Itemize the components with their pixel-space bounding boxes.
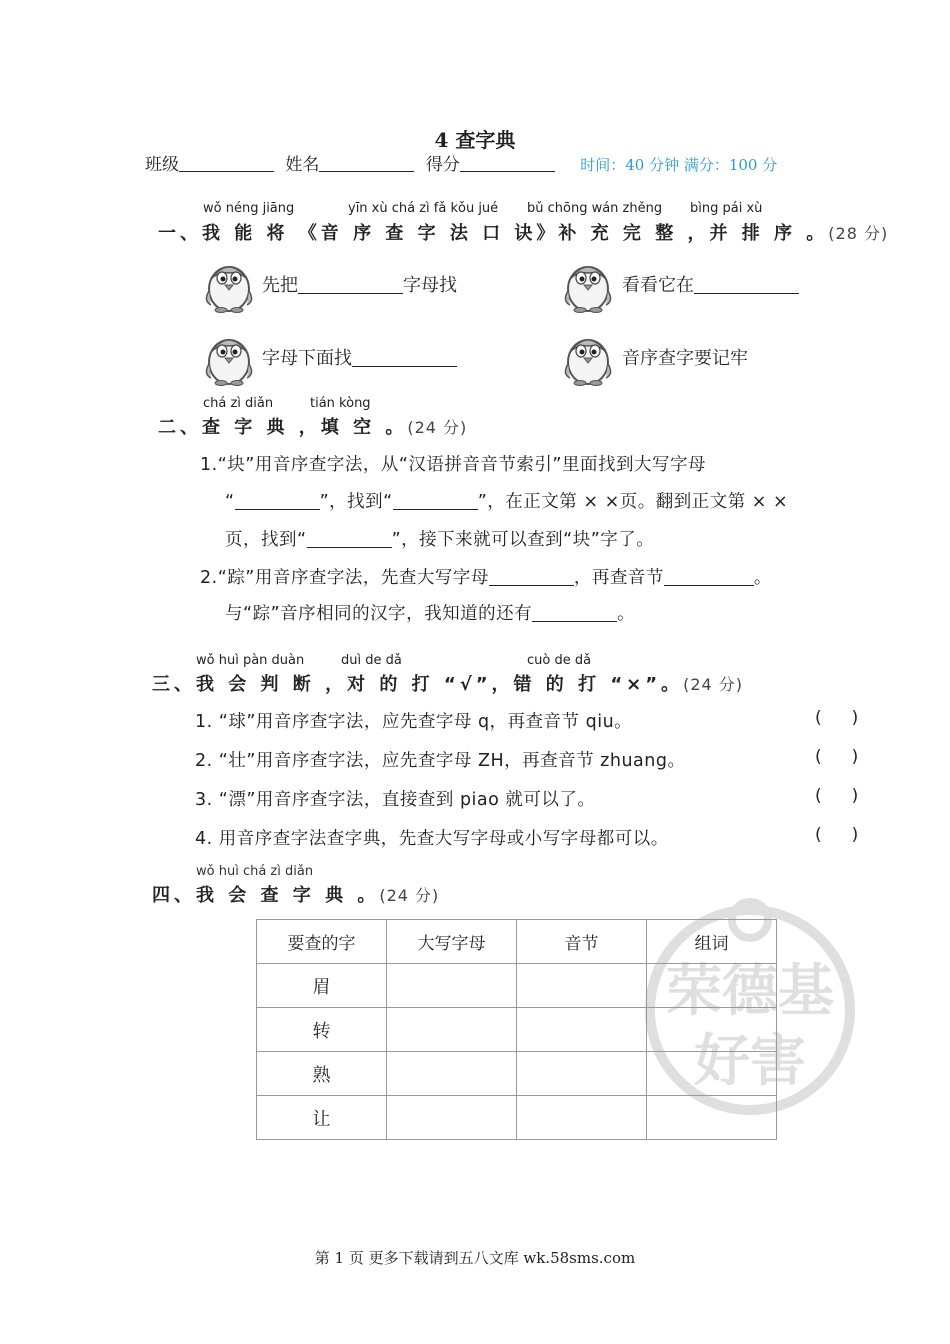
q2-1-text-c: ”，在正文第 × ×页。翻到正文第 × × xyxy=(477,492,789,512)
page-title: 4 查字典 xyxy=(434,128,516,152)
verse-1 xyxy=(262,271,457,297)
section1-heading xyxy=(158,219,888,245)
q2-2-line2 xyxy=(225,600,635,625)
penguin-icon xyxy=(562,330,614,386)
table-answer-cell[interactable] xyxy=(517,1008,647,1052)
q2-2-text-b: ，再查音节 xyxy=(573,568,664,588)
q2-2-blank-3[interactable] xyxy=(532,603,617,622)
q2-1-blank-1[interactable] xyxy=(235,491,320,510)
table-answer-cell[interactable] xyxy=(647,1052,777,1096)
penguin-icon xyxy=(203,257,255,313)
section4-points: (24 分) xyxy=(379,886,440,905)
name-blank[interactable] xyxy=(319,155,414,172)
q2-1-line2 xyxy=(225,488,788,513)
table-answer-cell[interactable] xyxy=(387,1008,517,1052)
table-header-cell: 音节 xyxy=(517,920,647,964)
table-answer-cell[interactable] xyxy=(647,1096,777,1140)
q2-1-text-a: “ xyxy=(225,492,235,512)
penguin-icon xyxy=(203,330,255,386)
class-blank[interactable] xyxy=(179,155,274,172)
table-row xyxy=(257,1008,777,1052)
timing-info: 时间：40 分钟 满分：100 分 xyxy=(580,156,778,174)
section3-heading xyxy=(152,670,743,696)
pinyin-9: cuò de dǎ xyxy=(527,653,592,668)
pinyin-4: bìng pái xù xyxy=(690,201,763,216)
q2-2-text-a: 2.“踪”用音序查字法，先查大写字母 xyxy=(200,568,489,588)
watermark-line-2: 好害 xyxy=(694,1029,806,1094)
watermark-line-1: 荣德基 xyxy=(666,959,834,1024)
q2-1-text-d: 页，找到“ xyxy=(225,530,307,550)
table-char-cell: 熟 xyxy=(257,1052,387,1096)
table-answer-cell[interactable] xyxy=(517,1096,647,1140)
q2-1-blank-2[interactable] xyxy=(393,491,478,510)
verse-3 xyxy=(262,344,457,370)
q2-1-text-b: ”，找到“ xyxy=(319,492,393,512)
verse-3-before: 字母下面找 xyxy=(262,348,352,369)
q2-2-text-c: 。 xyxy=(753,568,772,588)
table-answer-cell[interactable] xyxy=(517,964,647,1008)
page-footer: 第 1 页 更多下载请到五八文库 wk.58sms.com xyxy=(314,1249,636,1267)
section2-heading-text: 二、查 字 典 ，填 空 。 xyxy=(158,417,408,438)
q2-1-blank-3[interactable] xyxy=(307,529,392,548)
class-label: 班级 xyxy=(145,155,179,175)
section4-heading-text: 四、我 会 查 字 典 。 xyxy=(152,885,380,906)
table-answer-cell[interactable] xyxy=(387,1096,517,1140)
score-blank[interactable] xyxy=(460,155,555,172)
judge-answer-1[interactable]: () xyxy=(815,708,889,728)
section4-pinyin: wǒ huì chá zì diǎn xyxy=(196,864,314,879)
name-label: 姓名 xyxy=(285,155,320,175)
q2-1-text-e: ”，接下来就可以查到“块”字了。 xyxy=(391,530,655,550)
verse-2 xyxy=(622,271,799,297)
verse-2-before: 看看它在 xyxy=(622,275,694,296)
table-header-cell: 大写字母 xyxy=(387,920,517,964)
section2-heading xyxy=(158,413,467,439)
table-row xyxy=(257,1052,777,1096)
table-header-row xyxy=(257,920,777,964)
verse-2-blank[interactable] xyxy=(694,275,799,294)
verse-1-blank[interactable] xyxy=(298,275,403,294)
judge-answer-3[interactable]: () xyxy=(815,786,889,806)
section4-heading xyxy=(152,881,439,907)
judge-answer-2[interactable]: () xyxy=(815,747,889,767)
table-char-cell: 转 xyxy=(257,1008,387,1052)
q2-2-text-e: 。 xyxy=(617,604,636,624)
judge-item-1: 1. “球”用音序查字法，应先查字母 q，再查音节 qiu。 xyxy=(195,712,633,732)
dictionary-table xyxy=(256,919,777,1140)
table-answer-cell[interactable] xyxy=(387,1052,517,1096)
table-header-cell: 要查的字 xyxy=(257,920,387,964)
q2-2-blank-1[interactable] xyxy=(489,567,574,586)
pinyin-8: duì de dǎ xyxy=(341,653,402,668)
judge-item-2: 2. “壮”用音序查字法，应先查字母 ZH，再查音节 zhuang。 xyxy=(195,751,686,771)
judge-answer-4[interactable]: () xyxy=(815,825,889,845)
penguin-icon xyxy=(562,257,614,313)
pinyin-3: bǔ chōng wán zhěng xyxy=(527,201,663,216)
verse-4: 音序查字要记牢 xyxy=(622,348,748,369)
table-char-cell: 让 xyxy=(257,1096,387,1140)
q2-1-line3 xyxy=(225,526,654,551)
table-char-cell: 眉 xyxy=(257,964,387,1008)
pinyin-1: wǒ néng jiāng xyxy=(203,201,295,216)
table-answer-cell[interactable] xyxy=(647,964,777,1008)
q2-2-blank-2[interactable] xyxy=(664,567,754,586)
verse-1-before: 先把 xyxy=(262,275,298,296)
pinyin-6: tián kòng xyxy=(310,396,371,411)
pinyin-5: chá zì diǎn xyxy=(203,396,274,411)
section3-heading-text: 三、我 会 判 断 ，对 的 打 “√”，错 的 打 “×”。 xyxy=(152,674,684,695)
q2-2-line1 xyxy=(200,564,772,589)
verse-3-blank[interactable] xyxy=(352,348,457,367)
section3-points: (24 分) xyxy=(683,675,744,694)
section1-heading-text: 一、我 能 将 《音 序 查 字 法 口 诀》补 充 完 整 ，并 排 序 。 xyxy=(158,223,829,244)
q2-2-text-d: 与“踪”音序相同的汉字，我知道的还有 xyxy=(225,604,533,624)
table-row xyxy=(257,964,777,1008)
judge-item-4: 4. 用音序查字法查字典，先查大写字母或小写字母都可以。 xyxy=(195,829,669,849)
student-info-line xyxy=(145,150,777,175)
pinyin-2: yīn xù chá zì fǎ kǒu jué xyxy=(348,201,499,216)
pinyin-7: wǒ huì pàn duàn xyxy=(196,653,305,668)
section2-points: (24 分) xyxy=(407,418,468,437)
score-label: 得分 xyxy=(425,155,460,175)
section1-points: (28 分) xyxy=(828,224,889,243)
table-row xyxy=(257,1096,777,1140)
q2-1-line1: 1.“块”用音序查字法，从“汉语拼音音节索引”里面找到大写字母 xyxy=(200,455,706,475)
table-answer-cell[interactable] xyxy=(517,1052,647,1096)
verse-1-after: 字母找 xyxy=(403,275,457,296)
table-answer-cell[interactable] xyxy=(387,964,517,1008)
table-header-cell: 组词 xyxy=(647,920,777,964)
judge-item-3: 3. “漂”用音序查字法，直接查到 piao 就可以了。 xyxy=(195,790,596,810)
table-answer-cell[interactable] xyxy=(647,1008,777,1052)
